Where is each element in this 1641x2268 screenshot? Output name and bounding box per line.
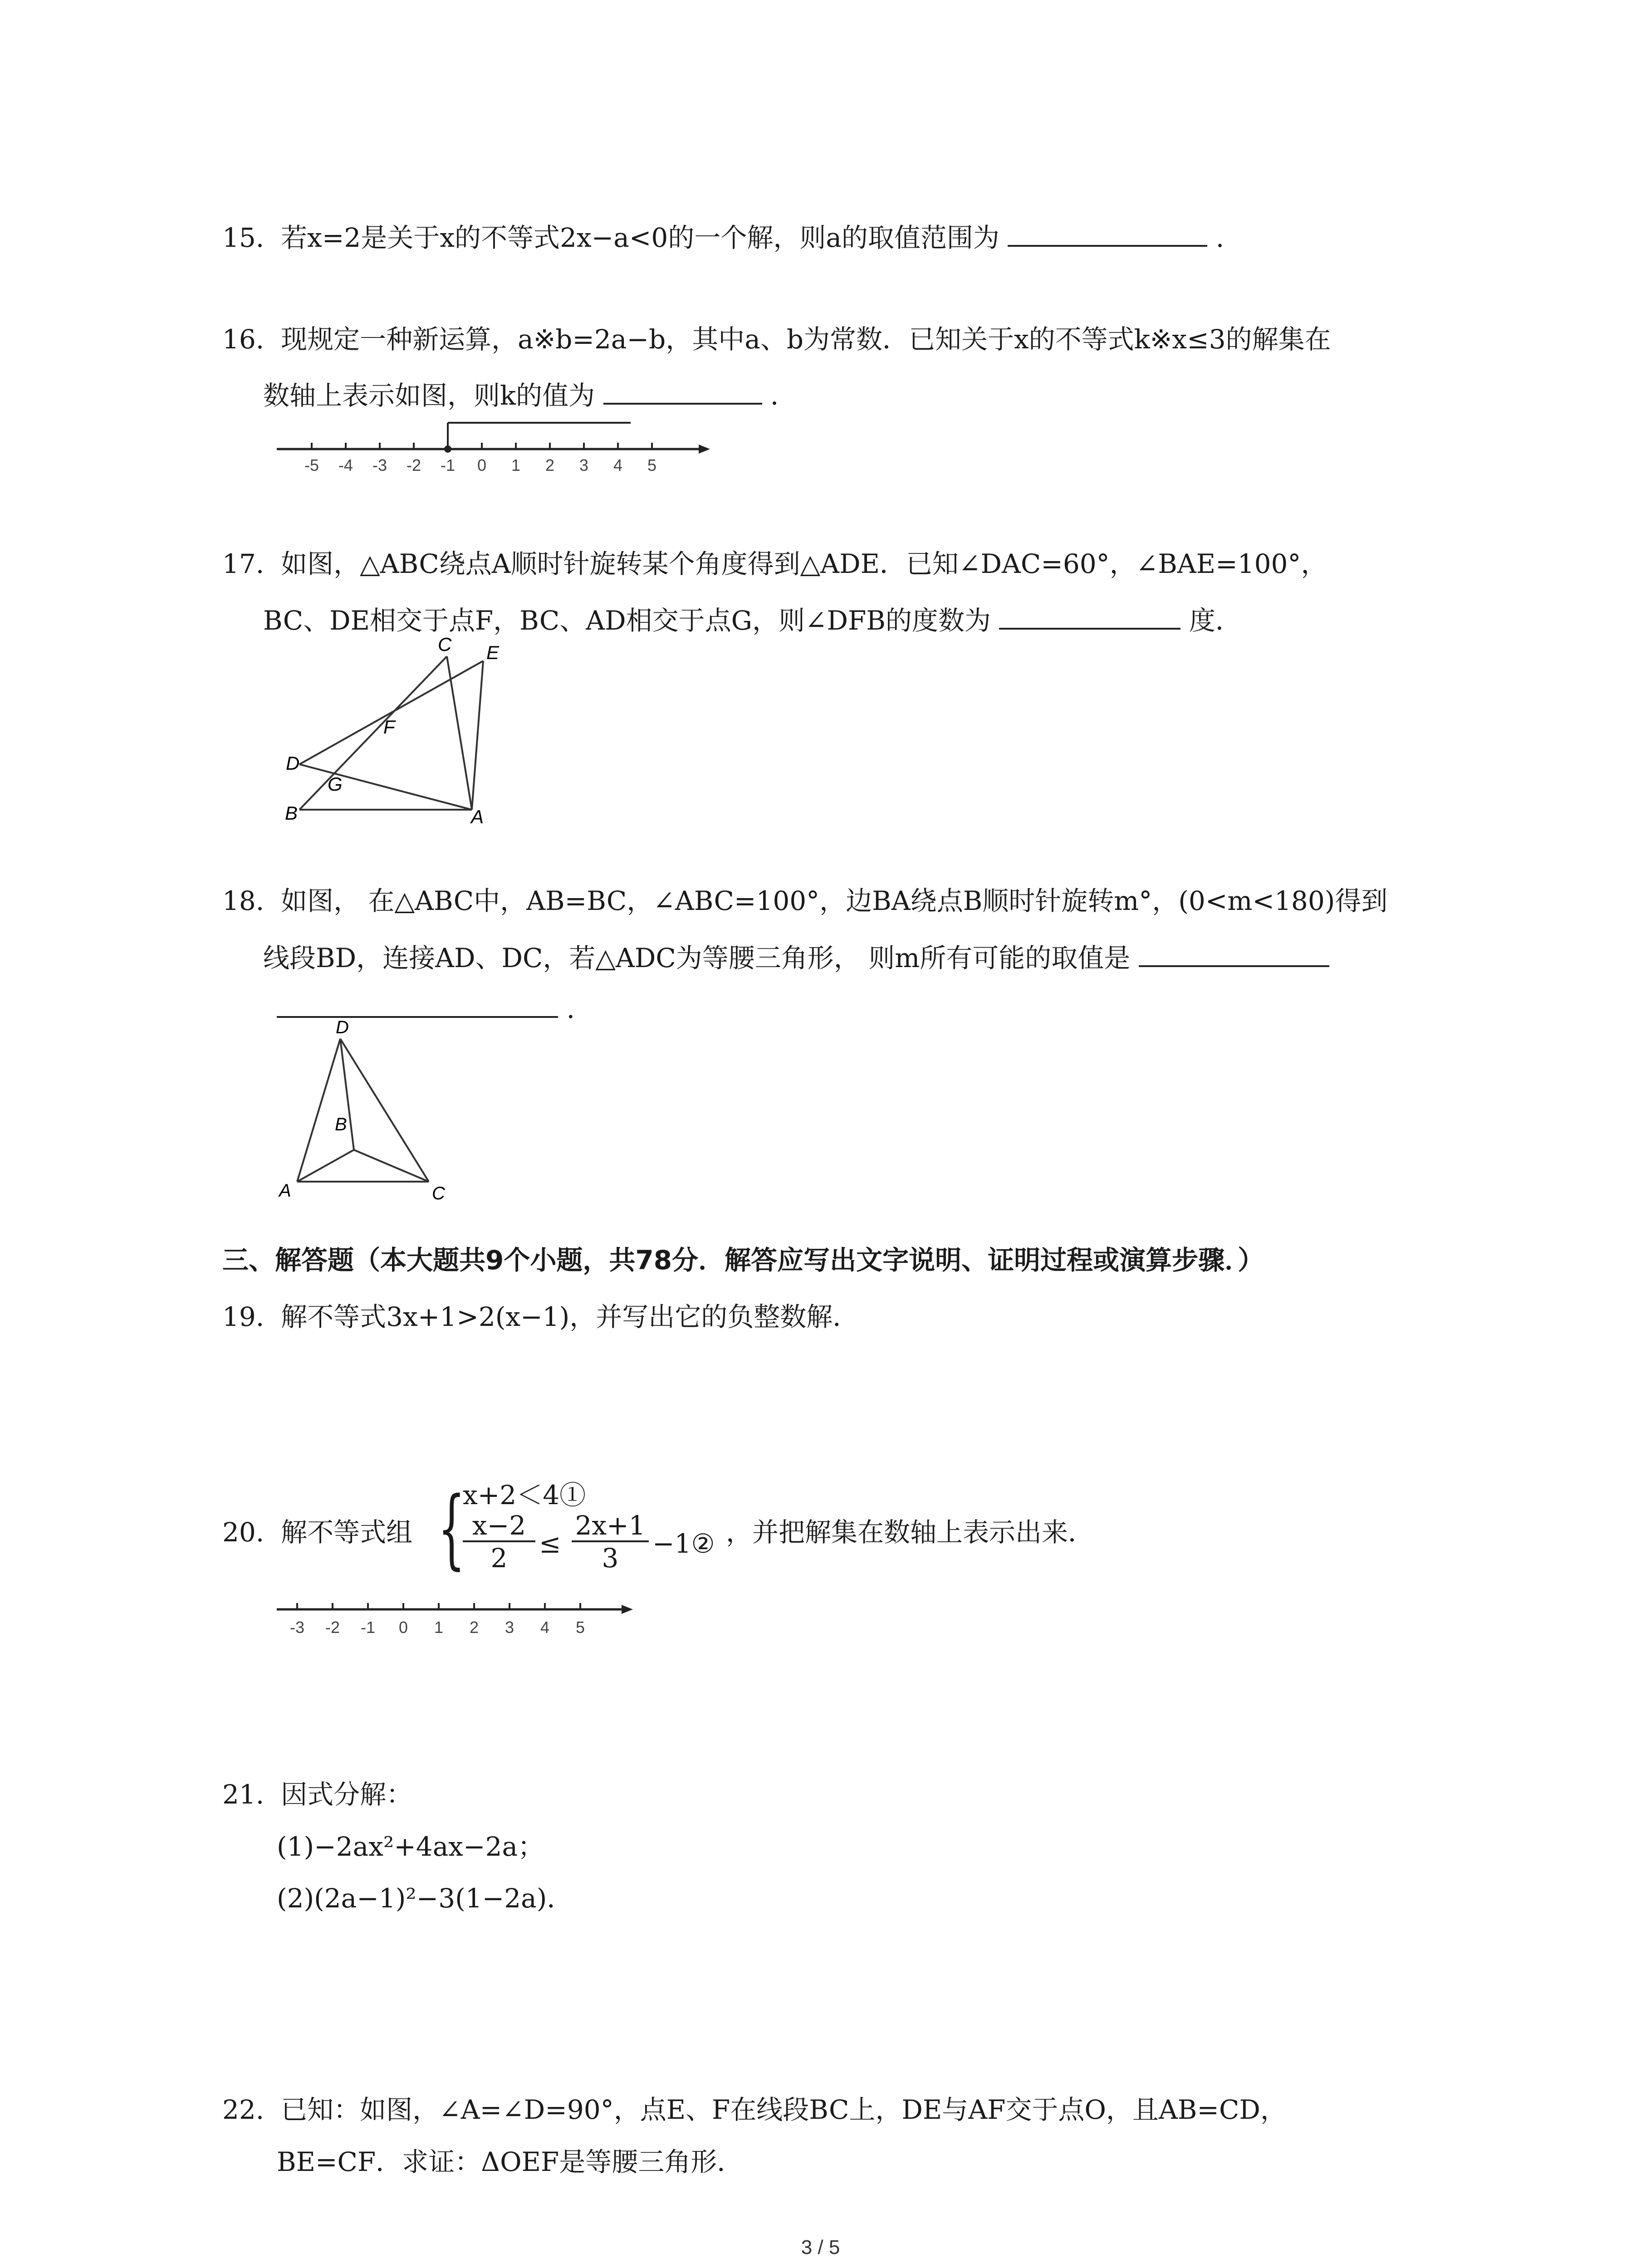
q16-axis-tick-label: -1 [440, 456, 456, 474]
q16-number: 16. [222, 324, 265, 355]
q18-end: . [566, 993, 575, 1024]
q17-figure [277, 634, 531, 828]
q20-lead-text: 解不等式组 [281, 1517, 413, 1548]
q21-part1: (1)−2ax²+4ax−2a； [277, 1831, 544, 1862]
q21 [222, 1777, 412, 1812]
q18-number: 18. [222, 885, 265, 916]
q16-line2 [263, 375, 797, 413]
q17-line2 [263, 600, 1242, 638]
q20-axis-tick-label: -2 [325, 1618, 340, 1637]
q15-end: . [1215, 222, 1225, 253]
q18-line1 [222, 884, 1387, 918]
q16-answer-blank[interactable] [603, 375, 762, 405]
q22-line1 [222, 2092, 1287, 2127]
q21-number: 21. [222, 1779, 265, 1810]
q19-text: 解不等式3x+1>2(x−1)，并写出它的负整数解． [281, 1301, 859, 1332]
q17-point-g: G [328, 773, 343, 795]
q17-point-f: F [383, 716, 395, 738]
q20-ineq1: x+2＜4① [463, 1480, 586, 1510]
q20-number-line [277, 1597, 640, 1642]
q20-lead [222, 1515, 412, 1549]
q15-answer-blank[interactable] [1008, 217, 1207, 247]
q17-point-c: C [438, 634, 452, 655]
q20-num2: 2x+1 [572, 1510, 649, 1542]
q17-point-a: A [471, 806, 484, 827]
q19-number: 19. [222, 1301, 265, 1332]
q20-axis-tick-label: 1 [434, 1618, 444, 1637]
q17-text: 如图，△ABC绕点A顺时针旋转某个角度得到△ADE．已知∠DAC=60°，∠BAE=100°， [281, 548, 1327, 579]
q20-number: 20. [222, 1517, 265, 1548]
q20-axis-tick-label: -1 [360, 1618, 376, 1637]
q18-answer-blank-2[interactable] [277, 988, 558, 1018]
q18-text2: 线段BD，连接AD、DC，若△ADC为等腰三角形， 则m所有可能的取值是 [263, 943, 1131, 973]
q18-line2 [263, 937, 1329, 975]
q18-text: 如图， 在△ABC中，AB=BC，∠ABC=100°，边BA绕点B顺时针旋转m°，(0<m<180)得到 [281, 885, 1388, 916]
q16-end: ． [770, 380, 797, 411]
q20-axis-tick-label: 0 [398, 1618, 408, 1637]
q16-text2: 数轴上表示如图，则k的值为 [263, 380, 595, 411]
q18-point-b: B [335, 1114, 347, 1134]
q16-axis-tick-label: 0 [477, 456, 487, 474]
q17-line1 [222, 547, 1327, 581]
q16-line1 [222, 322, 1331, 357]
q21-text: 因式分解： [281, 1779, 413, 1810]
q20-axis-tick-label: 3 [505, 1618, 514, 1637]
q16-axis-tick-label: 4 [613, 456, 623, 474]
q20-after: ，并把解集在数轴上表示出来． [726, 1517, 1095, 1548]
q16-axis-tick-label: -2 [406, 456, 421, 474]
q20-den1: 2 [490, 1543, 508, 1574]
q17-number: 17. [222, 548, 265, 579]
q17-point-e: E [486, 642, 500, 663]
section-3-title: 三、解答题（本大题共9个小题，共78分．解答应写出文字说明、证明过程或演算步骤．） [222, 1245, 1264, 1276]
q16-axis-tick-label: -5 [304, 456, 319, 474]
q16-axis-tick-label: 3 [579, 456, 589, 474]
q20-relation: ≤ [539, 1528, 561, 1559]
q16-axis-tick-label: -4 [338, 456, 353, 474]
q20-axis-tick-label: 4 [540, 1618, 550, 1637]
page-number: 3 / 5 [801, 2236, 840, 2258]
q16-axis-tick-label: -3 [372, 456, 387, 474]
q20-num1: x−2 [463, 1510, 535, 1542]
q18-figure [272, 1016, 463, 1207]
q15 [222, 217, 1224, 255]
q18-point-d: D [336, 1017, 349, 1037]
q20-axis-tick-label: 5 [575, 1618, 585, 1637]
q16-number-line [277, 413, 712, 476]
q16-axis-tick-label: 5 [647, 456, 657, 474]
q22-text: 已知：如图，∠A=∠D=90°，点E、F在线段BC上，DE与AF交于点O，且AB=CD， [281, 2094, 1287, 2125]
q18-point-c: C [432, 1183, 445, 1203]
q22-line2: BE=CF．求证：ΔOEF是等腰三角形． [277, 2146, 744, 2177]
q16-axis-tick-label: 2 [545, 456, 555, 474]
q20-axis-tick-label: -3 [289, 1618, 305, 1637]
q15-text: 若x=2是关于x的不等式2x−a<0的一个解，则a的取值范围为 [281, 222, 999, 253]
q20-tail: −1② [652, 1528, 715, 1559]
q20-axis-tick-label: 2 [469, 1618, 479, 1637]
q17-point-b: B [285, 802, 298, 824]
q18-answer-blank-1[interactable] [1139, 937, 1329, 967]
q20-brace: { [438, 1478, 465, 1579]
q15-number: 15. [222, 222, 265, 253]
q21-part2: (2)(2a−1)²−3(1−2a)． [277, 1883, 573, 1914]
q20-fraction-2 [572, 1510, 649, 1574]
q17-text2: BC、DE相交于点F，BC、AD相交于点G，则∠DFB的度数为 [263, 605, 991, 636]
q17-answer-blank[interactable] [999, 600, 1181, 630]
q17-point-d: D [286, 753, 300, 774]
q20-den2: 3 [602, 1543, 619, 1574]
q20-fraction-1 [463, 1510, 535, 1574]
q17-end: 度． [1189, 605, 1242, 636]
q22-number: 22. [222, 2094, 265, 2125]
q16-axis-tick-label: 1 [511, 456, 521, 474]
q19 [222, 1300, 859, 1334]
q16-text: 现规定一种新运算，a※b=2a−b，其中a、b为常数．已知关于x的不等式k※x≤3的解集在 [281, 324, 1331, 355]
q18-point-a: A [279, 1181, 291, 1201]
